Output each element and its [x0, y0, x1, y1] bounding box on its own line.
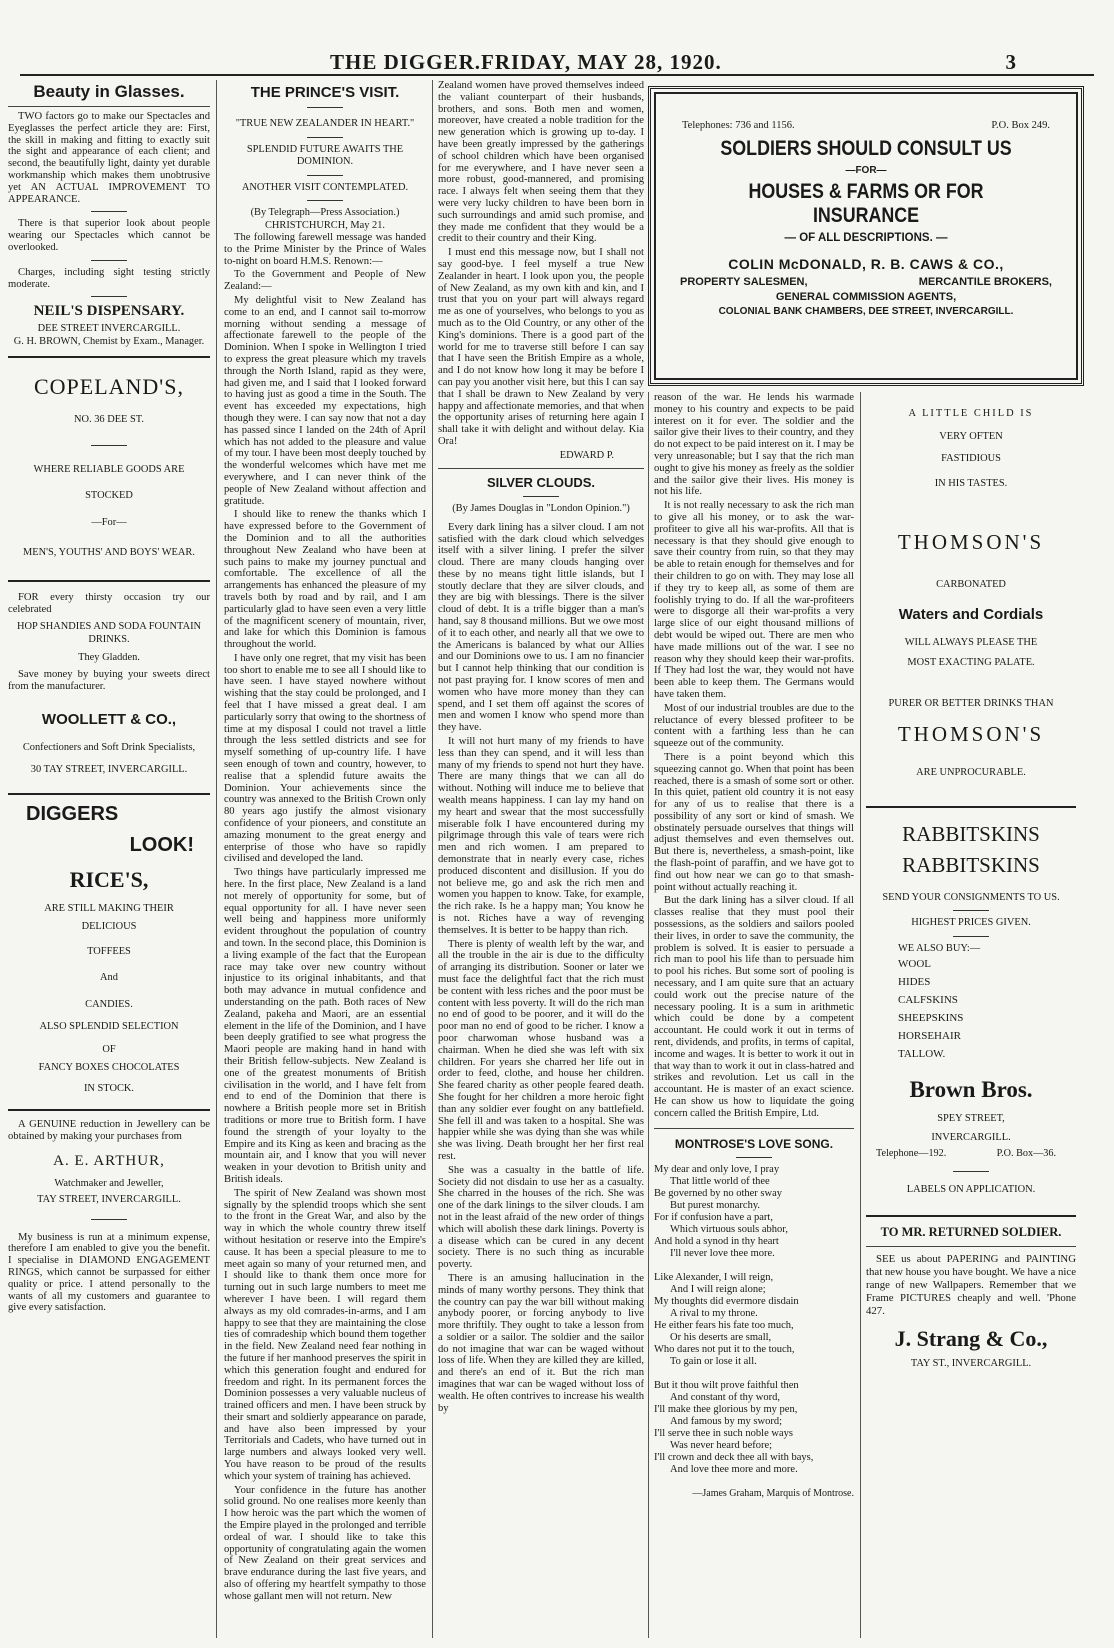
thomsons-waters: Waters and Cordials — [898, 605, 1044, 623]
rices-text: FANCY BOXES CHOCOLATES — [38, 1062, 180, 1074]
poem-line: Be governed by no other sway — [654, 1187, 783, 1199]
rices-text: DELICIOUS — [81, 921, 137, 933]
poem-line: And love thee more and more. — [670, 1463, 798, 1475]
poem-title: MONTROSE'S LOVE SONG. — [674, 1136, 834, 1151]
poem-line: I'll serve thee in such noble ways — [654, 1427, 793, 1439]
thomsons-name: THOMSON'S — [897, 530, 1045, 554]
thomsons-name: THOMSON'S — [897, 722, 1045, 746]
rabbitskins-list — [866, 955, 1076, 1063]
poem-line: But it thou wilt prove faithful then — [654, 1379, 799, 1391]
article-paragraph: To the Government and People of New Zealand:— — [224, 269, 426, 293]
list-item: TALLOW. — [898, 1048, 946, 1060]
column-3 — [438, 80, 644, 1648]
newspaper-title: THE DIGGER.FRIDAY, MAY 28, 1920. — [330, 50, 722, 74]
article-subhead: SPLENDID FUTURE AWAITS THE DOMINION. — [246, 143, 404, 167]
poem-line: Or his deserts are small, — [670, 1331, 772, 1343]
poem-line: My thoughts did evermore disdain — [654, 1295, 799, 1307]
poem-line: I'll crown and deck thee all with bays, — [654, 1451, 814, 1463]
article-paragraph: I should like to renew the thanks which I have expressed before to the Government of the Dominion and to all the authorities throughout New Zealand who have been at such pains to make my journey punctual and comfortable. The excellence of all the arrangements has enhanced the pleasure of my travels both by road and by rail, and I am particularly glad to have seen even a very little of the magnificent scenery of mountain, river, and lake for which this Dominion is famous throughout the world. — [224, 509, 426, 651]
silver-clouds-paragraph: It is not really necessary to ask the rich man to give all his money, or to ask the war-profiteer to give all his war-profits. All that is necessary is that they should give enough to save their country from ruin, so that they may be able to retain enough for themselves and for their children to go on with. They may lose all if they try to keep all, as some of them are foolishly trying to do. If all the war-profiteers were to disgorge all their war-profits a very large slice of our eight thousand millions of debt would be wiped out. There are men who have made millions out of the war. I see no reason why they should keep their war-profits. If They had lost the war, they would not have been able to keep them. The Germans would have taken them. — [654, 500, 854, 700]
column-divider — [216, 80, 217, 1638]
thomsons-text: PURER OR BETTER DRINKS THAN — [888, 697, 1054, 709]
copeland-text: —For— — [91, 516, 127, 528]
brown-bros-address: INVERCARGILL. — [931, 1131, 1011, 1143]
poem-line: That little world of thee — [670, 1175, 770, 1187]
article-byline: (By Telegraph—Press Association.) — [250, 207, 400, 218]
poem-line: I'll make thee glorious by my pen, — [654, 1403, 798, 1415]
silver-clouds-paragraph: Every dark lining has a silver cloud. I am not satisfied with the dark cloud which selvedges itself with a silver lining. I prefer the silver cloud. There are many clouds hanging over these by no means tight little islands, but I stoutly declare that they are silver clouds, and they are big with blessings. There is the silver cloud of debt. It is a trifle bigger than a man's hand, say 8 thousand millions. But we owe most of it to each other, and nearly all that we owe to the Americans is balanced by what our Allies and our Dominions owe to us. I am no financier but I cannot help thinking that our condition is not past praying for. I know scores of men and women who have more money than they can spend, and I set them off against the scores of men and women I know who spend more than they have. — [438, 521, 644, 734]
article-subhead: "TRUE NEW ZEALANDER IN HEART." — [235, 118, 415, 129]
rices-text: CANDIES. — [85, 998, 133, 1010]
poem-line: My dear and only love, I pray — [654, 1163, 780, 1175]
strang-text: SEE us about PAPERING and PAINTING that new house you have bought. We have a nice range of new Wallpapers. Remember that we Frame PICTURES cheaply and well. 'Phone 427. — [866, 1252, 1076, 1317]
copeland-name: COPELAND'S, — [33, 374, 185, 400]
rabbitskins-text: HIGHEST PRICES GIVEN. — [911, 917, 1031, 928]
beauty-paragraph: Charges, including sight testing strictly moderate. — [8, 266, 210, 290]
column-4 — [654, 392, 854, 1648]
article-paragraph: The following farewell message was handed to the Prime Minister by the Prince of Wales to-night on board H.M.S. Renown:— — [224, 232, 426, 267]
rices-text: ALSO SPLENDID SELECTION — [39, 1021, 179, 1033]
thomsons-text: ARE UNPROCURABLE. — [916, 767, 1026, 778]
brown-bros-labels: LABELS ON APPLICATION. — [906, 1184, 1036, 1195]
child-text: VERY OFTEN — [939, 430, 1003, 442]
poem-line: Like Alexander, I will reign, — [654, 1271, 774, 1283]
silver-clouds-paragraph: It will not hurt many of my friends to have less than they can spend, and it will less than many of my friends to spend not hurt they have. There are many things that we can all do without. Nothing will induce me to believe that wealth means happiness. I can lay my hand on my heart and swear that the most successfully miserable folk I have encountered during my pilgrimage through this vale of tears were rich men and rich women. I am prepared to demonstrate that in nearly every case, riches produced discontent and disillusion. If you do not believe me, go and ask the rich men and women you happen to know. Take, for example, the rich rake. Is he a happy man; You know he is not. Riches have a way of revenging themselves. It is better to be happy than rich. — [438, 736, 644, 936]
article-dateline: CHRISTCHURCH, May 21. — [264, 219, 386, 231]
list-item: CALFSKINS — [898, 994, 958, 1006]
rices-name: RICE'S, — [69, 866, 149, 892]
poem-line: Which virtuous souls abhor, — [670, 1223, 788, 1235]
neils-dispensary-name: NEIL'S DISPENSARY. — [33, 303, 185, 320]
ad-line: PROPERTY SALESMEN, — [680, 276, 808, 288]
woollett-intro: FOR every thirsty occasion try our celebrated — [8, 591, 210, 615]
poem-line: And famous by my sword; — [670, 1415, 782, 1427]
brown-bros-address: SPEY STREET, — [937, 1113, 1005, 1124]
copeland-text: WHERE RELIABLE GOODS ARE — [33, 463, 185, 475]
ad-line: MERCANTILE BROKERS, — [918, 276, 1052, 288]
ad-address: COLONIAL BANK CHAMBERS, DEE STREET, INVERCARGILL. — [718, 306, 1014, 317]
silver-clouds-paragraph: There is plenty of wealth left by the war, and all the trouble in the air is due to the difficulty of arranging its distribution. Sooner or later we must face the delightful fact that the rich must be content with less riches and the poor must be content with less poverty. It will do the rich man no end of good to be poorer, and it will do the poor man no end of good to be richer. I know a poor charwoman whose husband was a chairman. When he died she was left with six children. For years she charred her life out in order to feed, clothe, and house her children. She feared charity as other people feared death. She fought for her children a more heroic fight than any soldier ever fought on any battlefield. She fell ill and was taken to a hospital. She was happier while she was dying than she was while she was living. Death brought her her first real rest. — [438, 938, 644, 1162]
poem-line: I'll never love thee more. — [670, 1247, 775, 1259]
brown-bros-name: Brown Bros. — [909, 1077, 1033, 1102]
rices-diggers: DIGGERS — [26, 802, 119, 825]
beauty-heading: Beauty in Glasses. — [33, 82, 185, 101]
brown-bros-phone: Telephone—192. — [876, 1148, 947, 1159]
list-item: SHEEPSKINS — [898, 1012, 964, 1024]
masthead — [0, 48, 1114, 82]
article-paragraph: Zealand women have proved themselves indeed the valiant counterpart of their husbands, brothers, and sons. Both men and women, moreover, have created a noble tradition for the new generation which is growing up to-day. I have been greatly impressed by the gatherings of school children which have been organised for me everywhere, and I have never seen a more robust, good-mannered, and promising race. I always felt when seeing them that they were very lucky children to have been born in such surroundings and amid such promise, and they made me confident that they would be a credit to their country and their King. — [438, 80, 644, 245]
column-divider — [860, 392, 861, 1638]
silver-clouds-byline: (By James Douglas in "London Opinion.") — [452, 503, 630, 515]
strang-heading: TO MR. RETURNED SOLDIER. — [880, 1224, 1062, 1239]
article-paragraph: The spirit of New Zealand was shown most signally by the splendid troops which she sent to the front in the Great War, and also by the way in which the whole country threw itself without hesitation or reserve into the Empire's cause. It has been a special pleasure to me to meet again so many of your returned men, and I should like to thank them once more for turning out in such large numbers to meet me wherever I have been. I will regard them always as my old comrades-in-arms, and I am happy to see that they are maintaining the close ties of comradeship which bound them together in the field. New Zealand need fear nothing in the future if her manhood preserves the spirit in which this generation fought and endured for freedom and right. In its permanent forces the Dominion possesses a very valuable nucleus of trained officers and men. I have been struck by their smart and soldierly appearance on parade, and have also been impressed by your Territorials and Cadets, who have turned out in large numbers and always looked very well. You have reason to be proud of the results which your system of training has achieved. — [224, 1187, 426, 1482]
ad-phone: Telephones: 736 and 1156. — [682, 120, 795, 131]
silver-clouds-paragraph: She was a casualty in the battle of life. Society did not disdain to use her as a casualty. She charred in the houses of the rich. She was one of the dark linings to the silver clouds. I am not in the least afraid of the new order of things which will abolish these dark linings. Poverty is a disease which can be cured in any decent society. There is no such thing as incurable poverty. — [438, 1164, 644, 1271]
rices-text: TOFFEES — [87, 945, 131, 957]
arthur-name: A. E. ARTHUR, — [53, 1152, 165, 1169]
article-paragraph: I have only one regret, that my visit has been too short to enable me to see all I should like to have seen. I have stayed nowhere without wishing that the stay could be prolonged, and I feel that I have missed a great deal. I am particularly sorry that owing to the shortness of time at my disposal I could not travel a little through the less settled districts and see for myself something of up-country life. I have seen enough of town and country, however, to realise that a splendid future awaits the Dominion. Your achievements since the country was annexed to the British Crown only 80 years ago justify the almost visionary confidence of your pioneers, and constitute an amazing monument to the great energy and enterprise of those who have so rapidly civilised and developed the land. — [224, 652, 426, 865]
article-paragraph: Your confidence in the future has another solid ground. No one realises more keenly than I how heroic was the part which the women of the Empire played in the prolonged and terrible ordeal of war. I should like to take this opportunity of congratulating again the women of New Zealand on their great services and brave endurance during the last five years, and also of offering my heartfelt sympathy to those whose gallant men will not return. New — [224, 1484, 426, 1602]
woollett-address: 30 TAY STREET, INVERCARGILL. — [30, 764, 188, 776]
thomsons-text: WILL ALWAYS PLEASE THE — [904, 636, 1038, 648]
neils-address: DEE STREET INVERCARGILL. — [37, 323, 181, 335]
rabbitskins-heading: RABBITSKINS — [902, 852, 1040, 877]
poem-line: For if confusion have a part, — [654, 1211, 773, 1223]
poem-line: He either fears his fate too much, — [654, 1319, 794, 1331]
article-signature: EDWARD P. — [559, 449, 614, 461]
poem-line: And I will reign alone; — [670, 1283, 766, 1295]
article-paragraph: My delightful visit to New Zealand has come to an end, and I cannot sail to-morrow morning without sending a message of affectionate farewell to the people of the Dominion. When I spoke in Wellington I tried to express the great pleasure which my travels through the North Island, rapid as they were, had given me, and I said that I looked forward to having just as good a time in the South. The event has exceeded my expectations, high though they were. I can say now that not a day has passed since I landed on the 24th of April which has not added to the pleasure and value of my tour. I have been most deeply touched by the wonderful welcomes which have met me everywhere, and I can never think of the people of New Zealand without affection and gratitude. — [224, 294, 426, 507]
silver-clouds-paragraph: reason of the war. He lends his warmade money to his country and expects to be paid interest on it for ever. The soldier and the sailor give their lives to their country, and they do not expect to be paid interest on it. I may be very unreasonable; but I say that the rich man ought to give his money as freely as the soldier and the sailor give their lives. His money is not his life. — [654, 392, 854, 498]
strang-name: J. Strang & Co., — [894, 1325, 1048, 1351]
arthur-address: TAY STREET, INVERCARGILL. — [37, 1194, 181, 1206]
rabbitskins-heading: RABBITSKINS — [902, 821, 1040, 846]
copeland-address: NO. 36 DEE ST. — [74, 414, 144, 426]
poem-author: —James Graham, Marquis of Montrose. — [692, 1487, 854, 1499]
thomsons-text: CARBONATED — [936, 579, 1006, 590]
list-item: WOOL — [898, 958, 931, 970]
list-item: HORSEHAIR — [898, 1030, 961, 1042]
poem-line: And hold a synod in thy heart — [654, 1235, 779, 1247]
rabbitskins-text: SEND YOUR CONSIGNMENTS TO US. — [882, 891, 1060, 903]
child-text: IN HIS TASTES. — [934, 477, 1008, 489]
column-5 — [866, 392, 1076, 1648]
silver-clouds-paragraph: There is an amusing hallucination in the minds of many worthy persons. They think that the country can pay the war bill without making anybody poorer, or forcing anybody to live more thriftily. They ought to take a lesson from a soldier or a sailor. The soldier and the sailor do not imagine that war can be waged without loss of life. When they are killed they are killed, and there's an end of it. But the rich man imagines that war can be waged without loss of wealth. He often contrives to increase his wealth by — [438, 1272, 644, 1414]
column-divider — [648, 392, 649, 1638]
silver-clouds-paragraph: There is a point beyond which this squeezing cannot go. When that point has been reached, there is a smash of some sort or other. In this quiet, patient old country it is not easy for any of us to realise that there is a possibility of any sort or kind of smash. We obstinately persuade ourselves that things will adjust themselves and even themselves out. But there is, nevertheless, a smash-point, like the flash-point of paraffin, and we have got to find out how near we can go to that smash-point without actually reaching it. — [654, 751, 854, 893]
brown-bros-box: P.O. Box—36. — [996, 1148, 1056, 1159]
poem-line: A rival to my throne. — [670, 1307, 758, 1319]
woollett-tagline: They Gladden. — [78, 652, 140, 664]
list-item: HIDES — [898, 976, 931, 988]
neils-manager: G. H. BROWN, Chemist by Exam., Manager. — [13, 335, 205, 347]
poem-line: To gain or lose it all. — [670, 1355, 757, 1367]
beauty-paragraph: TWO factors go to make our Spectacles and Eyeglasses the perfect article they are: First, the skill in making and fitting to exactly suit the sight and appearance of each client; and second, the beautifully light, dainty yet durable workmanship which makes them unobtrusive yet AN ACTUAL IMPROVEMENT TO APPEARANCE. — [8, 111, 210, 205]
ad-line: GENERAL COMMISSION AGENTS, — [775, 291, 957, 303]
article-title: THE PRINCE'S VISIT. — [250, 84, 400, 101]
child-text: A LITTLE CHILD IS — [908, 408, 1034, 419]
article-paragraph: I must end this message now, but I shall not say good-bye. I feel myself a true New Zealander in heart. I look upon you, the people of New Zealand, as my own kith and kin, and I trust that you on your part will always regard me as one of yourselves, who belongs to you as much as to the Old Country, or any other of the King's dominions. There is a good part of the world for me to traverse still before I can say that I have seen the British Empire as a whole, and I do not know how long it may be before I can pay you another visit here, but this I can say that I shall be drawn to New Zealand by very happy and affectionate memories, and that when the opportunity arises of returning here again I shall take it with delight and without delay. Kia Ora! — [438, 247, 644, 447]
child-text: FASTIDIOUS — [941, 453, 1001, 464]
ad-po-box: P.O. Box 249. — [991, 120, 1050, 131]
rices-text: And — [100, 972, 118, 984]
article-paragraph: Two things have particularly impressed me here. In the first place, New Zealand is a land not merely of opportunity for some, but of equal opportunity for all. I have never seen well being and happiness more uniformly evident throughout the population of country and town. In the second place, this Dominion is a living example of the fact that the European race may take over new country without injustice to its original inhabitants, and that both may advance in mutual confidence and understanding on the path. Both races of New Zealand, pakeha and Maori, are an essential element in the life of the Dominion, and I have been deeply gratified to see what progress the Maori people are making hand in hand with their British fellow-subjects. New Zealand is one of the greatest monuments of British civilisation in the world, and I have felt from end to end of the Dominion that there is nowhere a British people more set in British traditions or more true to British form. I have found the strength of your loyalty to the Empire and its King as keen and bracing as the mountain air, and I know that you will never weaken in your devotion to British unity and British ideals. — [224, 867, 426, 1185]
silver-clouds-title: SILVER CLOUDS. — [486, 475, 596, 491]
arthur-sub: Watchmaker and Jeweller, — [54, 1177, 164, 1189]
silver-clouds-paragraph: But the dark lining has a silver cloud. If all classes realise that they must pool their possessions, as the soldiers and sailors pooled their lives, in order to save the community, the problem is solved. It is easier to persuade a rich man to pool his life than to persuade him to pool his riches. But some sort of pooling is necessary, and I am quite sure that an actuary could work out the precise nature of the necessary pooling. It is a sum in arithmetic which could be done by a competent accountant. He could work it out in terms of rent, dividends, and profits, in terms of capital, income and wages. It is better to work it out in that way than to work it out in class-hatred and strikes and revolution. Let us call in the accountant. He is master of an exact science. He can show us how to liquidate the going concern called the British Empire, Ltd. — [654, 895, 854, 1119]
ad-firm: COLIN McDONALD, R. B. CAWS & CO., — [728, 256, 1004, 272]
rabbitskins-text: WE ALSO BUY:— — [898, 942, 981, 954]
masthead-rule — [20, 74, 1094, 76]
rices-text: ARE STILL MAKING THEIR — [44, 902, 174, 914]
poem — [654, 1164, 854, 1500]
woollett-name: WOOLLETT & CO., — [41, 710, 177, 728]
beauty-paragraph: There is that superior look about people wearing our Spectacles which cannot be overlooked. — [8, 218, 210, 253]
thomsons-text: MOST EXACTING PALATE. — [907, 657, 1035, 668]
rices-text: OF — [102, 1043, 116, 1055]
silver-clouds-paragraph: Most of our industrial troubles are due to the reluctance of every blessed profiteer to be content with a farthing less than he can squeeze out of the community. — [654, 702, 854, 750]
copeland-text: MEN'S, YOUTHS' AND BOYS' WEAR. — [23, 547, 195, 559]
poem-line: Who dares not put it to the touch, — [654, 1343, 795, 1355]
ad-for: —FOR— — [845, 165, 887, 176]
strang-address: TAY ST., INVERCARGILL. — [910, 1357, 1032, 1369]
column-divider — [432, 80, 433, 1638]
poem-line: But purest monarchy. — [670, 1199, 761, 1211]
poem-line: And constant of thy word, — [670, 1391, 780, 1403]
column-1 — [8, 80, 210, 1648]
ad-subheadline: HOUSES & FARMS OR FOR INSURANCE — [748, 180, 984, 227]
soldiers-ad — [648, 86, 1084, 386]
article-subhead: ANOTHER VISIT CONTEMPLATED. — [241, 181, 409, 193]
page-number: 3 — [1005, 50, 1016, 74]
arthur-body: My business is run at a minimum expense, therefore I am enabled to give you the benefit. I specialise in DIAMOND ENGAGEMENT RINGS, which cannot be surpassed for either quality or price. I attend personally to the wants of all my customers and guarantee to give every satisfaction. — [8, 1231, 210, 1314]
woollett-sub: Confectioners and Soft Drink Specialists, — [22, 741, 196, 753]
rices-look: LOOK! — [129, 833, 194, 856]
woollett-drinks: HOP SHANDIES AND SODA FOUNTAIN DRINKS. — [16, 621, 202, 645]
rices-text: IN STOCK. — [83, 1082, 135, 1094]
woollett-save: Save money by buying your sweets direct from the manufacturer. — [8, 668, 210, 692]
copeland-text: STOCKED — [85, 490, 133, 502]
ad-headline: SOLDIERS SHOULD CONSULT US — [720, 137, 1012, 160]
poem-line: Was never heard before; — [670, 1439, 773, 1451]
column-2 — [224, 80, 426, 1648]
arthur-intro: A GENUINE reduction in Jewellery can be obtained by making your purchases from — [8, 1119, 210, 1142]
ad-descriptions: — OF ALL DESCRIPTIONS. — — [784, 232, 948, 244]
